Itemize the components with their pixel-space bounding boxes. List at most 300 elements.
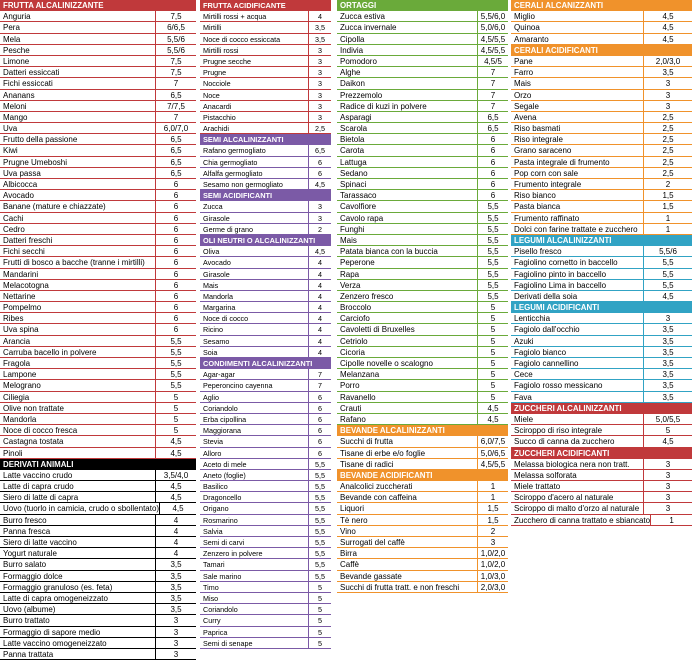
ph-value: 5: [173, 392, 179, 402]
table-row: [0, 291, 196, 302]
food-name: Succhi di frutta tratt. e non freschi: [337, 582, 478, 592]
ph-value: 3,5: [315, 34, 325, 44]
food-name: Tè nero: [337, 515, 478, 525]
table-row: [0, 123, 196, 134]
table-row: [200, 537, 331, 548]
table-row: [337, 213, 508, 224]
food-name: Banane (mature e chiazzate): [0, 201, 156, 211]
food-name: Farro: [511, 67, 644, 77]
ph-value: 4,5/5,5: [480, 459, 506, 469]
table-row: [337, 34, 508, 45]
table-row: [511, 347, 692, 358]
food-name: Miele: [511, 414, 644, 424]
table-row: [0, 559, 196, 570]
ph-value: 6: [318, 426, 322, 436]
food-name: Sciroppo d'acero al naturale: [511, 492, 644, 502]
table-row: [511, 280, 692, 291]
food-name: Cachi: [0, 213, 156, 223]
ph-value: 6: [173, 325, 179, 335]
food-name: Fagiolino pinto in baccello: [511, 269, 644, 279]
ph-value: 3: [173, 649, 179, 659]
table-row: [200, 179, 331, 190]
ph-value: 4,5: [662, 291, 674, 301]
food-name: Funghi: [337, 224, 478, 234]
food-name: Fagiolino Lima in baccello: [511, 280, 644, 290]
table-row: [0, 112, 196, 123]
table-row: [200, 90, 331, 101]
ph-value: 6: [318, 448, 322, 458]
ph-value: 3: [665, 470, 671, 480]
ph-value: 1: [665, 213, 671, 223]
table-row: [337, 22, 508, 33]
food-name: Albicocca: [0, 179, 156, 189]
section-header: LEGUMI ALCALINIZZANTI: [511, 235, 692, 246]
ph-value: 4,5: [170, 437, 182, 447]
food-name: Melassa solforata: [511, 470, 644, 480]
table-row: [200, 481, 331, 492]
food-name: Pompelmo: [0, 302, 156, 312]
ph-value: 4,5: [487, 414, 499, 424]
ph-value: 6: [173, 291, 179, 301]
table-row: [0, 157, 196, 168]
ph-value: 5: [665, 426, 671, 436]
ph-value: 4: [318, 303, 322, 313]
table-row: [511, 101, 692, 112]
table-row: [511, 358, 692, 369]
ph-value: 1,5: [487, 504, 499, 514]
ph-value: 3,5: [662, 325, 674, 335]
food-name: Germe di grano: [200, 224, 309, 234]
ph-value: 4: [173, 549, 179, 559]
food-name: Formaggio di sapore medio: [0, 627, 156, 637]
table-row: [511, 179, 692, 190]
table-row: [200, 369, 331, 380]
food-name: Fagiolo rosso messicano: [511, 380, 644, 390]
section-bevande-alcalinizzanti: [337, 425, 508, 470]
food-name: Peperone: [337, 257, 478, 267]
table-row: [511, 459, 692, 470]
food-name: Bevande gassate: [337, 571, 478, 581]
table-row: [0, 302, 196, 313]
ph-value: 7/7,5: [167, 101, 185, 111]
food-name: Rapa: [337, 269, 478, 279]
table-row: [511, 515, 692, 526]
ph-value: 5: [318, 593, 322, 603]
food-name: Frutto della passione: [0, 134, 156, 144]
table-row: [200, 571, 331, 582]
table-row: [0, 392, 196, 403]
table-row: [0, 358, 196, 369]
food-name: Avena: [511, 112, 644, 122]
food-name: Zucca estiva: [337, 11, 478, 21]
food-name: Siero di latte vaccino: [0, 537, 156, 547]
table-row: [337, 101, 508, 112]
food-name: Pop corn con sale: [511, 168, 644, 178]
table-row: [0, 347, 196, 358]
food-name: Ananans: [0, 90, 156, 100]
food-name: Latte vaccino omogeneizzato: [0, 638, 156, 648]
table-row: [337, 380, 508, 391]
food-name: Amaranto: [511, 34, 644, 44]
food-name: Stevia: [200, 436, 309, 446]
table-row: [337, 235, 508, 246]
food-name: Zucca: [200, 201, 309, 211]
table-row: [337, 123, 508, 134]
ph-value: 6: [173, 235, 179, 245]
table-row: [200, 78, 331, 89]
table-row: [0, 269, 196, 280]
table-row: [337, 112, 508, 123]
ph-value: 4: [318, 12, 322, 22]
table-row: [200, 324, 331, 335]
food-name: Girasole: [200, 269, 309, 279]
table-row: [511, 257, 692, 268]
ph-value: 7: [173, 79, 179, 89]
food-name: Panna fresca: [0, 526, 156, 536]
ph-value: 4,5: [170, 493, 182, 503]
ph-value: 6: [173, 303, 179, 313]
ph-value: 6: [173, 180, 179, 189]
table-row: [200, 246, 331, 257]
table-row: [511, 369, 692, 380]
food-name: Formaggio granuloso (es. feta): [0, 582, 156, 592]
ph-value: 3: [665, 482, 671, 492]
food-name: Prugne secche: [200, 56, 309, 66]
food-name: Prezzemolo: [337, 90, 478, 100]
ph-value: 5,5: [662, 280, 674, 290]
ph-value: 3,5: [662, 336, 674, 346]
food-name: Crauti: [337, 403, 478, 413]
table-row: [337, 448, 508, 459]
food-name: Melanzana: [337, 369, 478, 379]
ph-value: 2,5: [315, 124, 325, 134]
food-name: Cavolfiore: [337, 201, 478, 211]
section-header: FRUTTA ACIDIFICANTE: [200, 0, 331, 11]
ph-value: 5,5/6: [167, 45, 185, 55]
food-name: Semi di senape: [200, 638, 309, 648]
ph-value: 3: [665, 493, 671, 503]
ph-value: 4: [318, 325, 322, 335]
section-frutta-alcalinizzante: [0, 0, 196, 459]
ph-value: 5,5: [315, 538, 325, 547]
food-name: Datteri essiccati: [0, 67, 156, 77]
ph-value: 3,5: [662, 381, 674, 391]
food-name: Zucchero di canna trattato e sbiancato: [511, 515, 651, 525]
section-zuccheri-acidificanti: [511, 448, 692, 526]
table-row: [511, 269, 692, 280]
table-row: [511, 481, 692, 492]
ph-value: 4: [318, 336, 322, 346]
food-name: Alfalfa germogliato: [200, 168, 309, 178]
food-name: Bevande con caffeina: [337, 492, 478, 502]
table-row: [0, 280, 196, 291]
ph-value: 5,5: [170, 347, 182, 357]
table-row: [200, 627, 331, 638]
food-name: Derivati della soia: [511, 291, 644, 301]
table-row: [511, 201, 692, 212]
ph-value: 6: [318, 437, 322, 447]
food-name: Tarassaco: [337, 190, 478, 200]
ph-value: 3: [318, 213, 322, 223]
table-row: [0, 548, 196, 559]
ph-value: 6: [490, 157, 496, 167]
food-name: Origano: [200, 503, 309, 513]
ph-value: 5,5/6: [167, 34, 185, 44]
table-row: [0, 582, 196, 593]
food-name: Frumento integrale: [511, 179, 644, 189]
ph-value: 4,5: [315, 247, 325, 257]
ph-value: 7: [490, 101, 496, 111]
ph-value: 3: [318, 79, 322, 89]
table-row: [0, 515, 196, 526]
ph-value: 5: [173, 426, 179, 436]
ph-value: 5,5/6: [659, 247, 677, 257]
food-name: Cedro: [0, 224, 156, 234]
ph-value: 3,5: [170, 593, 182, 603]
food-name: Oliva: [200, 246, 309, 256]
table-row: [200, 526, 331, 537]
ph-value: 1: [490, 482, 496, 492]
food-name: Liquori: [337, 503, 478, 513]
food-name: Paprica: [200, 627, 309, 637]
table-row: [200, 67, 331, 78]
food-name: Analcolici zuccherati: [337, 481, 478, 491]
ph-value: 4: [173, 526, 179, 536]
ph-value: 4: [318, 347, 322, 357]
table-row: [200, 392, 331, 403]
food-name: Mandorla: [200, 291, 309, 301]
ph-value: 5,5: [170, 381, 182, 391]
ph-value: 5,5: [315, 549, 325, 559]
ph-value: 2,5: [662, 168, 674, 178]
ph-value: 3: [665, 459, 671, 469]
ph-value: 1,0/2,0: [480, 549, 506, 559]
table-row: [337, 179, 508, 190]
ph-value: 4,5: [170, 482, 182, 492]
food-name: Burro salato: [0, 559, 156, 569]
table-row: [200, 448, 331, 459]
food-name: Margarina: [200, 302, 309, 312]
food-name: Curry: [200, 615, 309, 625]
table-row: [0, 90, 196, 101]
ph-value: 6: [173, 269, 179, 279]
table-row: [200, 459, 331, 470]
section-header: CERALI ACIDIFICANTI: [511, 45, 692, 56]
food-name: Castagna tostata: [0, 436, 156, 446]
ph-value: 5: [490, 347, 496, 357]
section-condimenti-alcalinizzanti: [200, 358, 331, 649]
food-name: Meloni: [0, 101, 156, 111]
section-header: ORTAGGI: [337, 0, 508, 11]
food-name: Azuki: [511, 336, 644, 346]
ph-value: 6,5: [170, 135, 182, 145]
table-row: [200, 269, 331, 280]
food-name: Carruba bacello in polvere: [0, 347, 156, 357]
table-row: [200, 313, 331, 324]
table-row: [0, 179, 196, 190]
ph-value: 2: [318, 224, 322, 234]
table-row: [337, 56, 508, 67]
food-name: Pinoli: [0, 448, 156, 458]
table-row: [337, 168, 508, 179]
table-row: [200, 548, 331, 559]
ph-value: 6,5: [170, 157, 182, 167]
section-zuccheri-alcalinizzanti: [511, 403, 692, 448]
ph-value: 7: [490, 79, 496, 89]
ph-value: 5,5: [315, 482, 325, 492]
food-name: Arachidi: [200, 123, 309, 133]
table-row: [511, 145, 692, 156]
food-name: Ciliegia: [0, 392, 156, 402]
ph-value: 3: [318, 56, 322, 66]
ph-value: 3: [318, 202, 322, 212]
food-name: Coriandolo: [200, 604, 309, 614]
ph-value: 3: [665, 504, 671, 514]
table-row: [337, 515, 508, 526]
ph-value: 4,5: [662, 34, 674, 44]
ph-value: 5,5/6,0: [480, 12, 506, 22]
food-name: Mais: [337, 235, 478, 245]
section-header: FRUTTA ALCALINIZZANTE: [0, 0, 196, 11]
food-name: Girasole: [200, 213, 309, 223]
table-row: [0, 67, 196, 78]
food-name: Cavoletti di Bruxelles: [337, 324, 478, 334]
table-row: [0, 201, 196, 212]
table-row: [200, 123, 331, 134]
ph-value: 5,5: [487, 269, 499, 279]
table-row: [511, 436, 692, 447]
table-row: [337, 559, 508, 570]
food-name: Fichi secchi: [0, 246, 156, 256]
food-name: Noce di cocco fresca: [0, 425, 156, 435]
food-name: Anacardi: [200, 101, 309, 111]
ph-value: 6: [173, 280, 179, 290]
table-row: [200, 112, 331, 123]
ph-value: 6: [173, 213, 179, 223]
ph-value: 7: [318, 370, 322, 380]
food-name: Spinaci: [337, 179, 478, 189]
table-row: [337, 336, 508, 347]
table-row: [0, 336, 196, 347]
food-name: Alloro: [200, 448, 309, 458]
ph-value: 5,0/6,0: [480, 23, 506, 33]
table-row: [511, 336, 692, 347]
table-row: [511, 11, 692, 22]
food-name: Pera: [0, 22, 156, 32]
ph-value: 7: [490, 90, 496, 100]
ph-value: 6: [490, 146, 496, 156]
table-row: [0, 190, 196, 201]
food-name: Burro fresco: [0, 515, 156, 525]
food-name: Ribes: [0, 313, 156, 323]
food-name: Soia: [200, 347, 309, 357]
section-header: SEMI ACIDIFICANTI: [200, 190, 331, 201]
food-name: Tamari: [200, 559, 309, 569]
section-legumi-acidificanti: [511, 302, 692, 403]
ph-value: 6: [318, 403, 322, 413]
table-row: [200, 22, 331, 33]
table-row: [200, 515, 331, 526]
food-name: Aceto di mele: [200, 459, 309, 469]
table-row: [511, 324, 692, 335]
table-row: [511, 492, 692, 503]
ph-value: 6,0/7,0: [163, 124, 189, 134]
food-name: Mais: [511, 78, 644, 88]
ph-value: 2,5: [662, 124, 674, 134]
section-ortaggi: [337, 0, 508, 425]
table-row: [511, 425, 692, 436]
ph-value: 5,5: [487, 202, 499, 212]
table-row: [0, 213, 196, 224]
ph-value: 2,5: [662, 112, 674, 122]
table-row: [0, 168, 196, 179]
section-semi-acidificanti: [200, 190, 331, 235]
ph-value: 4,5: [172, 504, 184, 514]
ph-value: 3: [318, 90, 322, 100]
food-name: Sale marino: [200, 571, 309, 581]
food-name: Carota: [337, 145, 478, 155]
table-row: [511, 134, 692, 145]
section-header: OLI NEUTRI O ALCALINIZZANTI: [200, 235, 331, 246]
ph-value: 6,5: [487, 112, 499, 122]
section-header: CONDIMENTI ALCALINIZZANTI: [200, 358, 331, 369]
table-row: [337, 358, 508, 369]
table-row: [511, 224, 692, 235]
food-name: Noce di cocco: [200, 313, 309, 323]
food-name: Peperoncino cayenna: [200, 380, 309, 390]
table-row: [200, 224, 331, 235]
table-row: [0, 481, 196, 492]
ph-value: 4: [173, 538, 179, 547]
ph-value: 3: [318, 45, 322, 55]
table-row: [511, 67, 692, 78]
table-row: [0, 257, 196, 268]
ph-value: 3: [173, 627, 179, 637]
food-name: Birra: [337, 548, 478, 558]
table-row: [200, 280, 331, 291]
ph-value: 3: [318, 68, 322, 78]
food-name: Cipolle novelle o scalogno: [337, 358, 478, 368]
food-name: Succo di canna da zucchero: [511, 436, 644, 446]
table-row: [0, 615, 196, 626]
food-name: Pomodoro: [337, 56, 478, 66]
food-name: Quinoa: [511, 22, 644, 32]
ph-value: 5: [490, 359, 496, 368]
column-3: [337, 0, 508, 630]
food-name: Cavolo rapa: [337, 213, 478, 223]
table-row: [337, 582, 508, 593]
food-name: Noce: [200, 90, 309, 100]
table-row: [200, 470, 331, 481]
ph-value: 6,5: [315, 146, 325, 156]
food-name: Rafano germogliato: [200, 145, 309, 155]
table-row: [0, 324, 196, 335]
table-row: [511, 414, 692, 425]
food-name: Mirtilli: [200, 22, 309, 32]
table-row: [511, 90, 692, 101]
ph-value: 5: [490, 336, 496, 346]
food-name: Anguria: [0, 11, 156, 21]
food-name: Fagiolo cannellino: [511, 358, 644, 368]
table-row: [337, 313, 508, 324]
ph-value: 5,5: [487, 224, 499, 234]
food-name: Patata bianca con la buccia: [337, 246, 478, 256]
section-header: BEVANDE ACIDIFICANTI: [337, 470, 508, 481]
ph-value: 6: [173, 258, 179, 268]
ph-value: 3: [665, 90, 671, 100]
ph-value: 5,5: [487, 258, 499, 268]
food-name: Cece: [511, 369, 644, 379]
